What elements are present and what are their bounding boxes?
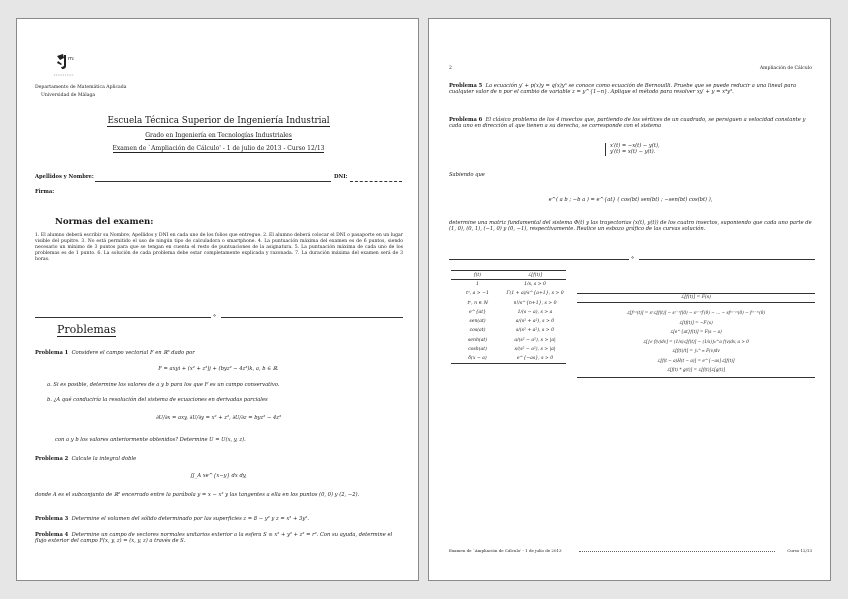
department-line-2: Universidad de Málaga: [41, 93, 96, 98]
problem-1-statement: Problema 1 Considere el campo vectorial F en ℝ³ dado por: [35, 350, 195, 356]
divider-diamond: ⋄: [213, 313, 217, 319]
properties-top-rule: [577, 293, 815, 294]
department-line-1: Departamento de Matemática Aplicada: [35, 85, 127, 90]
problem-6-system: x′(t) = −x(t) − y(t), y′(t) = x(t) − y(t).: [605, 143, 660, 156]
running-head: Ampliación de Cálculo: [759, 66, 812, 71]
surname-label: Apellidos y Nombre:: [35, 174, 94, 180]
table-row: tᵃ, a > −1 Γ(1 + a)/s^{a+1}, s > 0: [466, 291, 564, 297]
exam-page-1: [16, 18, 419, 581]
table-row: e^{at} 1/(s − a), s > a: [469, 309, 553, 315]
problem-6-matrix-exponential: e^( a b ; −b a ) = e^{at} ( cos(bt) sen(bt) ; −sen(bt) cos(bt) ),: [548, 197, 713, 203]
problem-6-knowing: Sabiendo que: [449, 172, 485, 178]
signature-label: Firma:: [35, 189, 55, 195]
properties-header: ℒ[f(t)] = F(s): [681, 295, 711, 300]
footer-dots: [579, 551, 775, 552]
divider-left-2: [449, 259, 629, 260]
dni-label: DNI:: [334, 174, 348, 180]
property-division-by-t: ℒ[f(t)/t] = ∫ₛ^∞ F(v)dv: [672, 348, 720, 353]
property-integral: ℒ[∫₀ᵗ f(v)dv] = (1/s)ℒ[f(t)] − (1/s)∫₀^a f(v)dv, a > 0: [643, 338, 749, 344]
property-shift: ℒ[e^{at}f(t)] = F(s − a): [670, 329, 722, 334]
problem-2-integral: ∬_A xe^{x−y} dx dy,: [190, 473, 247, 479]
properties-header-rule: [577, 302, 815, 303]
page-number: 2: [449, 66, 452, 71]
footer-left: Examen de `Ampliación de Cálculo' - 1 de julio de 2013: [449, 548, 562, 553]
laplace-table: [451, 270, 566, 364]
problem-1-field: F = axyi + (x² + z²)j + (byz² − 4z³)k, a, b ∈ ℝ.: [158, 366, 279, 372]
divider-right: [221, 317, 403, 318]
table-row: δ(x − a) e^{−as}, s > 0: [468, 356, 554, 362]
problem-1-part-b-end: con a y b los valores anteriormente obtenidos? Determine U = U(x, y, z).: [55, 437, 246, 443]
problem-3-statement: Problema 3 Determine el volumen del sólido determinado por las superficies z = 8 − y² y z = x² + 3y².: [35, 516, 309, 522]
svg-text:m:: m:: [68, 56, 75, 62]
table-row: cos(at) s/(s² + a²), s > 0: [469, 328, 554, 334]
table-row: cosh(at) s/(s² − a²), s > |a|: [468, 347, 556, 353]
problem-2-text: donde A es el subconjunto de ℝ² encerrado entre la parábola y = x − x² y las tangentes a ella en los puntos (0, 0) y (2, −2).: [35, 492, 360, 498]
logo-caption-mark: [53, 73, 75, 77]
footer-right: Curso 12/13: [787, 548, 812, 553]
exam-title: Examen de `Ampliación de Cálculo' - 1 de julio de 2013 - Curso 12/13: [112, 145, 325, 152]
exam-page-2: [428, 18, 831, 581]
property-derivative: ℒ[f⁽ⁿ⁾(t)] = sⁿℒ[f(t)] − sⁿ⁻¹f(0) − sⁿ⁻²f′(0) − … − sf⁽ⁿ⁻²⁾(0) − f⁽ⁿ⁻¹⁾(0): [626, 310, 766, 315]
problem-6-statement: Problema 6 El clásico problema de los 4 insectos que, partiendo de los vértices de un cuadrado, se persiguen a velocidad constante y cada uno en dirección al que tienen a su derecha, se corresponde con el sistema: [449, 117, 806, 130]
school-title: Escuela Técnica Superior de Ingeniería Industrial: [107, 116, 330, 126]
table-row: tⁿ, n ∈ ℕ n!/s^{n+1}, s > 0: [467, 300, 557, 306]
property-heaviside: ℒ[f(t − a)H(t − a)] = e^{−as}ℒ[f(t)]: [657, 357, 735, 363]
problem-1-part-a: a. Si es posible, determine los valores de a y b para los que F es un campo conservativo.: [47, 382, 280, 388]
degree-title: Grado en Ingeniería en Tecnologías Industriales: [145, 132, 292, 139]
rules-text: 1. El alumno deberá escribir su Nombre, Apellidos y DNI en cada uno de los folios que entregue. 2. El alumno deberá colocar el DNI o pasaporte en un lugar visible del pupitre. 3. No está permitido el uso de ningún tipo de calculadora o smartphone. 4. La puntuación máxima del examen es de 6 puntos, siendo necesario un mínimo de 3 puntos para que se tengan en cuenta el resto de puntuaciones de la asignatura. 5. La puntuación máxima de cada uno de los problemas es de 1 punto. 6. La solución de cada problema debe estar completamente explicada y razonada. 7. La duración máxima del examen será de 3 horas.: [35, 233, 403, 262]
property-convolution: ℒ[f(t) * g(t)] = ℒ[f(t)]ℒ[g(t)]: [666, 367, 726, 372]
problem-5-statement: Problema 5 La ecuación y′ + p(x)y = q(x)yⁿ se conoce como ecuación de Bernouilli. Pruebe que se puede reducir a una lineal para cualquier valor de n por el cambio de variable z = y^{1−n}. Aplique el método para resolver xy′ + y = x⁴y³.: [449, 83, 797, 96]
laplace-header-transform: ℒ[f(t)]: [527, 272, 543, 278]
table-row: 1 1/s, s > 0: [476, 282, 546, 288]
laplace-header-f: f(t): [473, 272, 482, 278]
problem-1-part-b: b. ¿A qué conduciría la resolución del sistema de ecuaciones en derivadas parciales: [47, 397, 268, 403]
divider-diamond-2: ⋄: [631, 255, 635, 261]
problem-1-pde-system: ∂U/∂x = axy, ∂U/∂y = x² + z², ∂U/∂z = byz² − 4z³: [155, 415, 282, 421]
surname-line[interactable]: [95, 181, 331, 182]
table-row: senh(at) a/(s² − a²), s > |a|: [467, 337, 556, 343]
university-logo: [54, 52, 80, 72]
problem-6-text-2: determine una matriz fundamental del sistema Φ(t) y las trayectorias (x(t), y(t)) de los cuatro insectos, suponiendo que cada uno parte de (1, 0), (0, 1), (−1, 0) y (0, −1), respectivamente. Realice un esbozo gráfico de las curvas solución.: [449, 220, 812, 233]
divider-left: [35, 317, 211, 318]
properties-list: [577, 308, 815, 375]
properties-bottom-rule: [577, 377, 815, 378]
problem-2-statement: Problema 2 Calcule la integral doble: [35, 456, 137, 462]
property-t-multiplication: ℒ[tf(t)] = −F′(s): [679, 319, 713, 325]
divider-right-2: [639, 259, 815, 260]
problem-4-statement: Problema 4 Determine un campo de vectores normales unitarios exterior a la esfera S ≡ x² + y² + z² = r². Con su ayuda, determine el flujo exterior del campo F(x, y, z) = (x, y, z) a través de S.: [35, 532, 393, 545]
dni-line[interactable]: [350, 181, 402, 182]
problems-heading: Problemas: [57, 323, 116, 336]
table-row: sen(at) a/(s² + a²), s > 0: [469, 319, 555, 325]
rules-heading: Normas del examen:: [55, 217, 154, 227]
